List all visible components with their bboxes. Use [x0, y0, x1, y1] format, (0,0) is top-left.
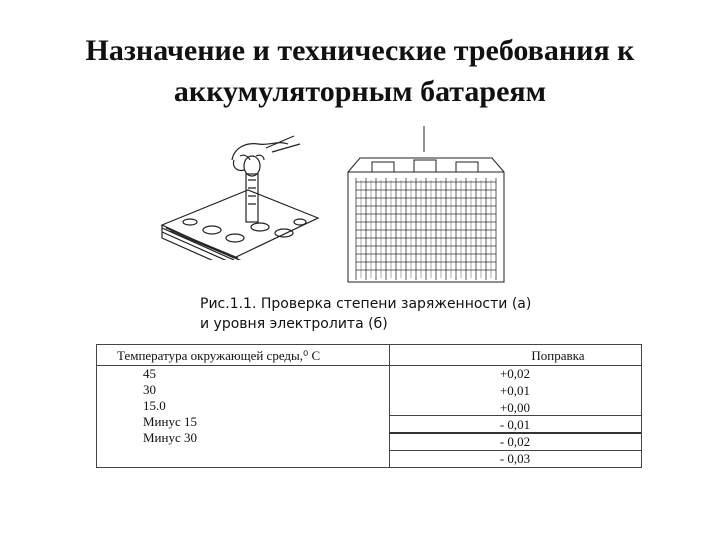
correction-cell: - 0,01	[499, 417, 531, 432]
figure-caption-line-1: Рис.1.1. Проверка степени заряженности (а)	[200, 296, 532, 312]
slide-title-line-2: аккумуляторным батареям	[173, 75, 547, 108]
header-temperature: Температура окружающей среды,⁰ С	[117, 348, 321, 363]
hydrometer-check-illustration	[160, 130, 320, 260]
correction-cell: +0,00	[499, 400, 531, 415]
temperature-cell: 45	[143, 366, 156, 381]
correction-cell: - 0,02	[499, 434, 531, 449]
temperature-cell: 15.0	[143, 398, 166, 413]
figure-caption-line-2: и уровня электролита (б)	[200, 316, 388, 332]
slide-title-line-1: Назначение и технические требования к	[85, 34, 635, 67]
correction-cell: +0,02	[499, 366, 531, 381]
header-correction: Поправка	[531, 348, 585, 363]
slide-title	[20, 30, 700, 112]
electrolyte-level-illustration	[342, 122, 512, 288]
correction-cell: - 0,03	[499, 451, 531, 466]
temperature-cell: Минус 15	[143, 414, 197, 429]
temperature-cell: Минус 30	[143, 430, 197, 445]
temperature-correction-table	[96, 344, 642, 468]
figure-caption	[200, 294, 620, 334]
correction-cell: +0,01	[499, 383, 531, 398]
temperature-cell: 30	[143, 382, 156, 397]
table-header-row	[97, 345, 641, 366]
